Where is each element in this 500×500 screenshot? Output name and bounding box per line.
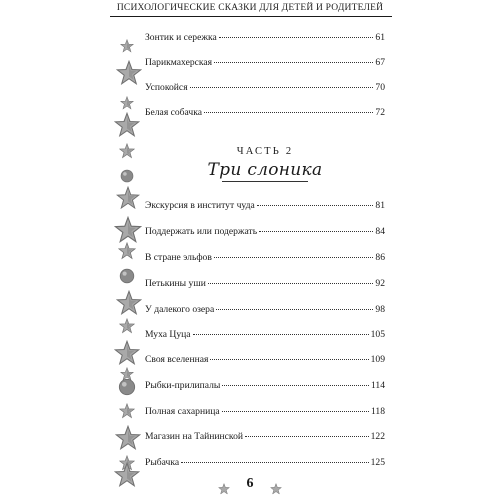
bead-icon [119, 268, 135, 288]
toc-entry[interactable] [145, 380, 385, 392]
star-icon [119, 143, 135, 163]
toc-entry-title: Парикмахерская [145, 57, 213, 68]
toc-entry-title: Магазин на Тайнинской [145, 431, 244, 442]
toc-entry-page: 72 [375, 107, 385, 118]
star-icon [115, 425, 141, 455]
toc-entry-page: 67 [375, 57, 385, 68]
toc-entry[interactable] [145, 252, 385, 264]
toc-entry-page: 122 [370, 431, 385, 442]
toc-entry-page: 109 [370, 354, 385, 365]
part-heading: ЧАСТЬ 2 [236, 146, 294, 157]
page-number: 6 [246, 476, 254, 491]
star-icon [119, 403, 135, 423]
dot-leader [193, 334, 369, 335]
toc-entry-page: 105 [370, 329, 385, 340]
toc-entry-title: Экскурсия в институт чуда [145, 200, 255, 211]
star-icon [218, 480, 230, 499]
star-icon [119, 318, 135, 338]
toc-entry-page: 98 [375, 304, 385, 315]
toc-entry-title: Рыбачка [145, 457, 180, 468]
dot-leader [181, 462, 368, 463]
toc-entry[interactable] [145, 304, 385, 316]
toc-entry-title: Петькины уши [145, 278, 206, 289]
running-header: ПСИХОЛОГИЧЕСКИЕ СКАЗКИ ДЛЯ ДЕТЕЙ И РОДИТЕЛЕЙ [116, 3, 384, 13]
toc-entry[interactable] [145, 406, 385, 418]
star-icon [116, 60, 142, 90]
page-footer [0, 476, 500, 496]
toc-entry-title: Зонтик и сережка [145, 32, 217, 43]
toc-entry-title: Поддержать или подержать [145, 226, 258, 237]
dot-leader [259, 231, 373, 232]
star-icon [114, 112, 140, 142]
star-icon [118, 242, 136, 264]
toc-entry-title: Муха Цуца [145, 329, 191, 340]
toc-entry[interactable] [145, 354, 385, 366]
toc-entry[interactable] [145, 107, 385, 119]
dot-leader [214, 257, 374, 258]
toc-entry[interactable] [145, 32, 385, 44]
toc-entry[interactable] [145, 329, 385, 341]
toc-entry-page: 86 [375, 252, 385, 263]
toc-entry[interactable] [145, 278, 385, 290]
dot-leader [219, 37, 374, 38]
dot-leader [222, 385, 369, 386]
dot-leader [222, 411, 369, 412]
toc-entry-title: Белая собачка [145, 107, 203, 118]
toc-entry-title: Рыбки-прилипалы [145, 380, 221, 391]
dot-leader [245, 436, 369, 437]
dot-leader [208, 283, 374, 284]
part-title-underline [222, 181, 308, 182]
dot-leader [210, 359, 368, 360]
toc-entry-page: 70 [375, 82, 385, 93]
toc-entry[interactable] [145, 226, 385, 238]
toc-entry-title: Успокойся [145, 82, 188, 93]
toc-entry-title: У далекого озера [145, 304, 215, 315]
toc-entry-page: 118 [370, 406, 385, 417]
star-icon [120, 38, 134, 57]
dot-leader [216, 309, 373, 310]
toc-entry[interactable] [145, 82, 385, 94]
star-icon [116, 290, 142, 320]
dot-leader [257, 205, 374, 206]
dot-leader [204, 112, 373, 113]
dot-leader [214, 62, 373, 63]
bead-icon [120, 168, 134, 187]
bead-icon [118, 378, 136, 400]
star-icon [116, 186, 140, 214]
toc-entry-page: 81 [375, 200, 385, 211]
toc-entry-page: 125 [370, 457, 385, 468]
toc-entry-title: В стране эльфов [145, 252, 212, 263]
header-rule [110, 16, 392, 17]
toc-entry-page: 114 [370, 380, 385, 391]
dot-leader [190, 87, 374, 88]
toc-entry[interactable] [145, 200, 385, 212]
toc-entry-title: Своя вселенная [145, 354, 209, 365]
toc-entry-title: Полная сахарница [145, 406, 220, 417]
star-icon [270, 480, 282, 499]
toc-entry-page: 84 [375, 226, 385, 237]
toc-entry-page: 61 [375, 32, 385, 43]
toc-entry[interactable] [145, 457, 385, 469]
toc-entry[interactable] [145, 57, 385, 69]
part-title: Три слоника [207, 160, 323, 180]
toc-entry[interactable] [145, 431, 385, 443]
toc-entry-page: 92 [375, 278, 385, 289]
